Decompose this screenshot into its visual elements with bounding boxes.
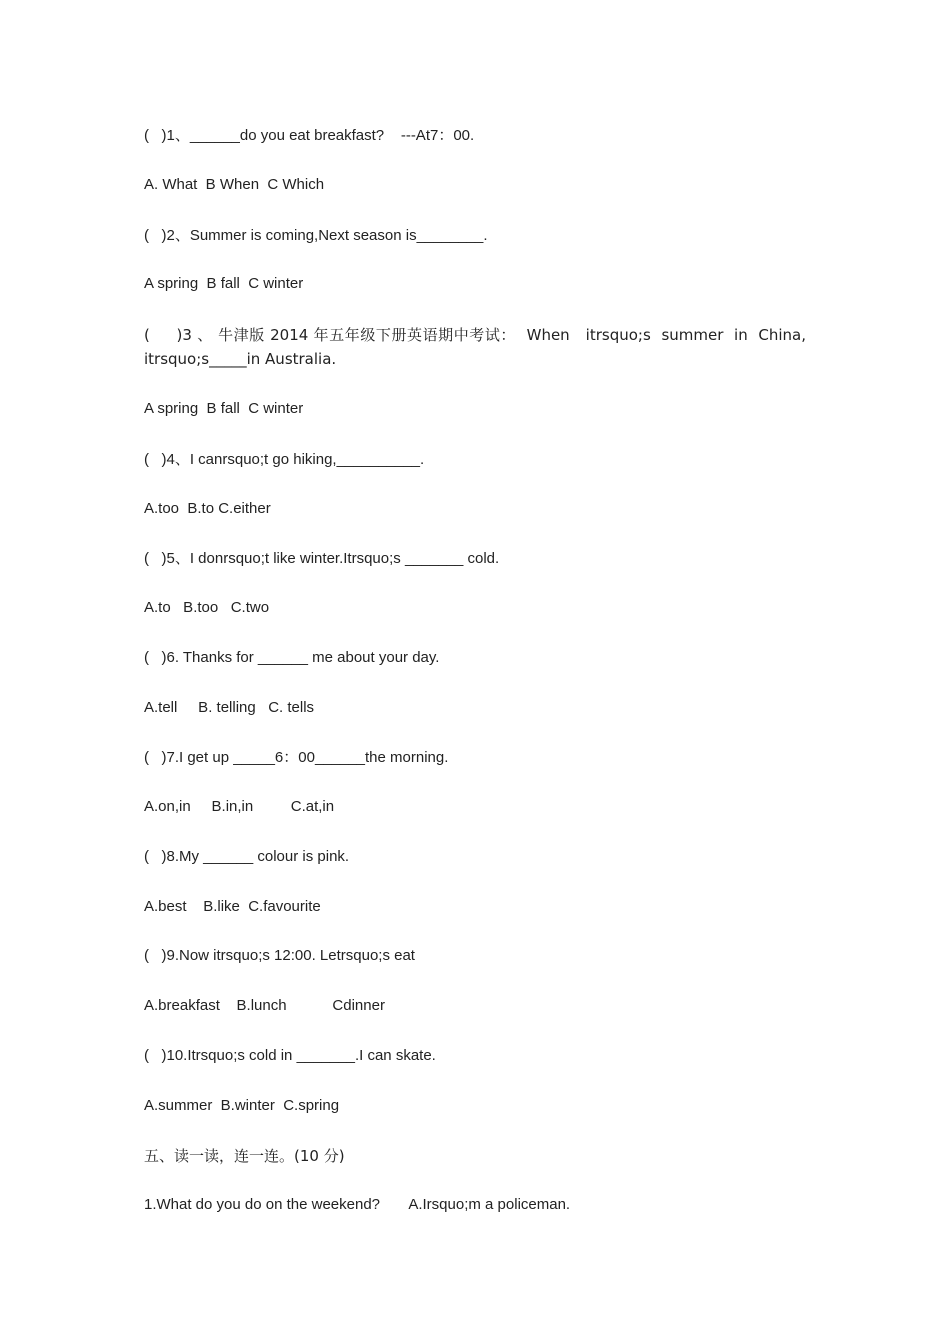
- question-1: ( )1、______do you eat breakfast? ---At7：00.: [144, 127, 475, 144]
- question-4: ( )4、I canrsquo;t go hiking,__________.: [144, 451, 425, 468]
- question-3-options: A spring B fall C winter: [144, 400, 304, 417]
- question-10: ( )10.Itrsquo;s cold in _______.I can skate.: [144, 1047, 436, 1064]
- question-7: ( )7.I get up _____6：00______the morning.: [144, 749, 449, 766]
- matching-item-1: 1.What do you do on the weekend? A.Irsquo;m a policeman.: [144, 1196, 571, 1213]
- question-5: ( )5、I donrsquo;t like winter.Itrsquo;s _______ cold.: [144, 550, 500, 567]
- question-2-options: A spring B fall C winter: [144, 275, 304, 292]
- question-8: ( )8.My ______ colour is pink.: [144, 848, 350, 865]
- question-6: ( )6. Thanks for ______ me about your day.: [144, 649, 440, 666]
- question-9-options: A.breakfast B.lunch Cdinner: [144, 997, 385, 1014]
- question-8-options: A.best B.like C.favourite: [144, 898, 321, 915]
- question-5-options: A.to B.too C.two: [144, 599, 270, 616]
- question-3: ( )3 、 牛津版 2014 年五年级下册英语期中考试： When itrsquo;s summer in China, itrsquo;s_____in Australia.: [144, 326, 811, 368]
- question-9: ( )9.Now itrsquo;s 12:00. Letrsquo;s eat: [144, 947, 415, 964]
- section-5-heading: 五、读一读，连一连。(10 分): [144, 1147, 345, 1165]
- question-2: ( )2、Summer is coming,Next season is________.: [144, 227, 488, 244]
- question-6-options: A.tell B. telling C. tells: [144, 699, 315, 716]
- question-7-options: A.on,in B.in,in C.at,in: [144, 798, 335, 815]
- question-1-options: A. What B When C Which: [144, 176, 325, 193]
- question-10-options: A.summer B.winter C.spring: [144, 1097, 340, 1114]
- question-4-options: A.too B.to C.either: [144, 500, 271, 517]
